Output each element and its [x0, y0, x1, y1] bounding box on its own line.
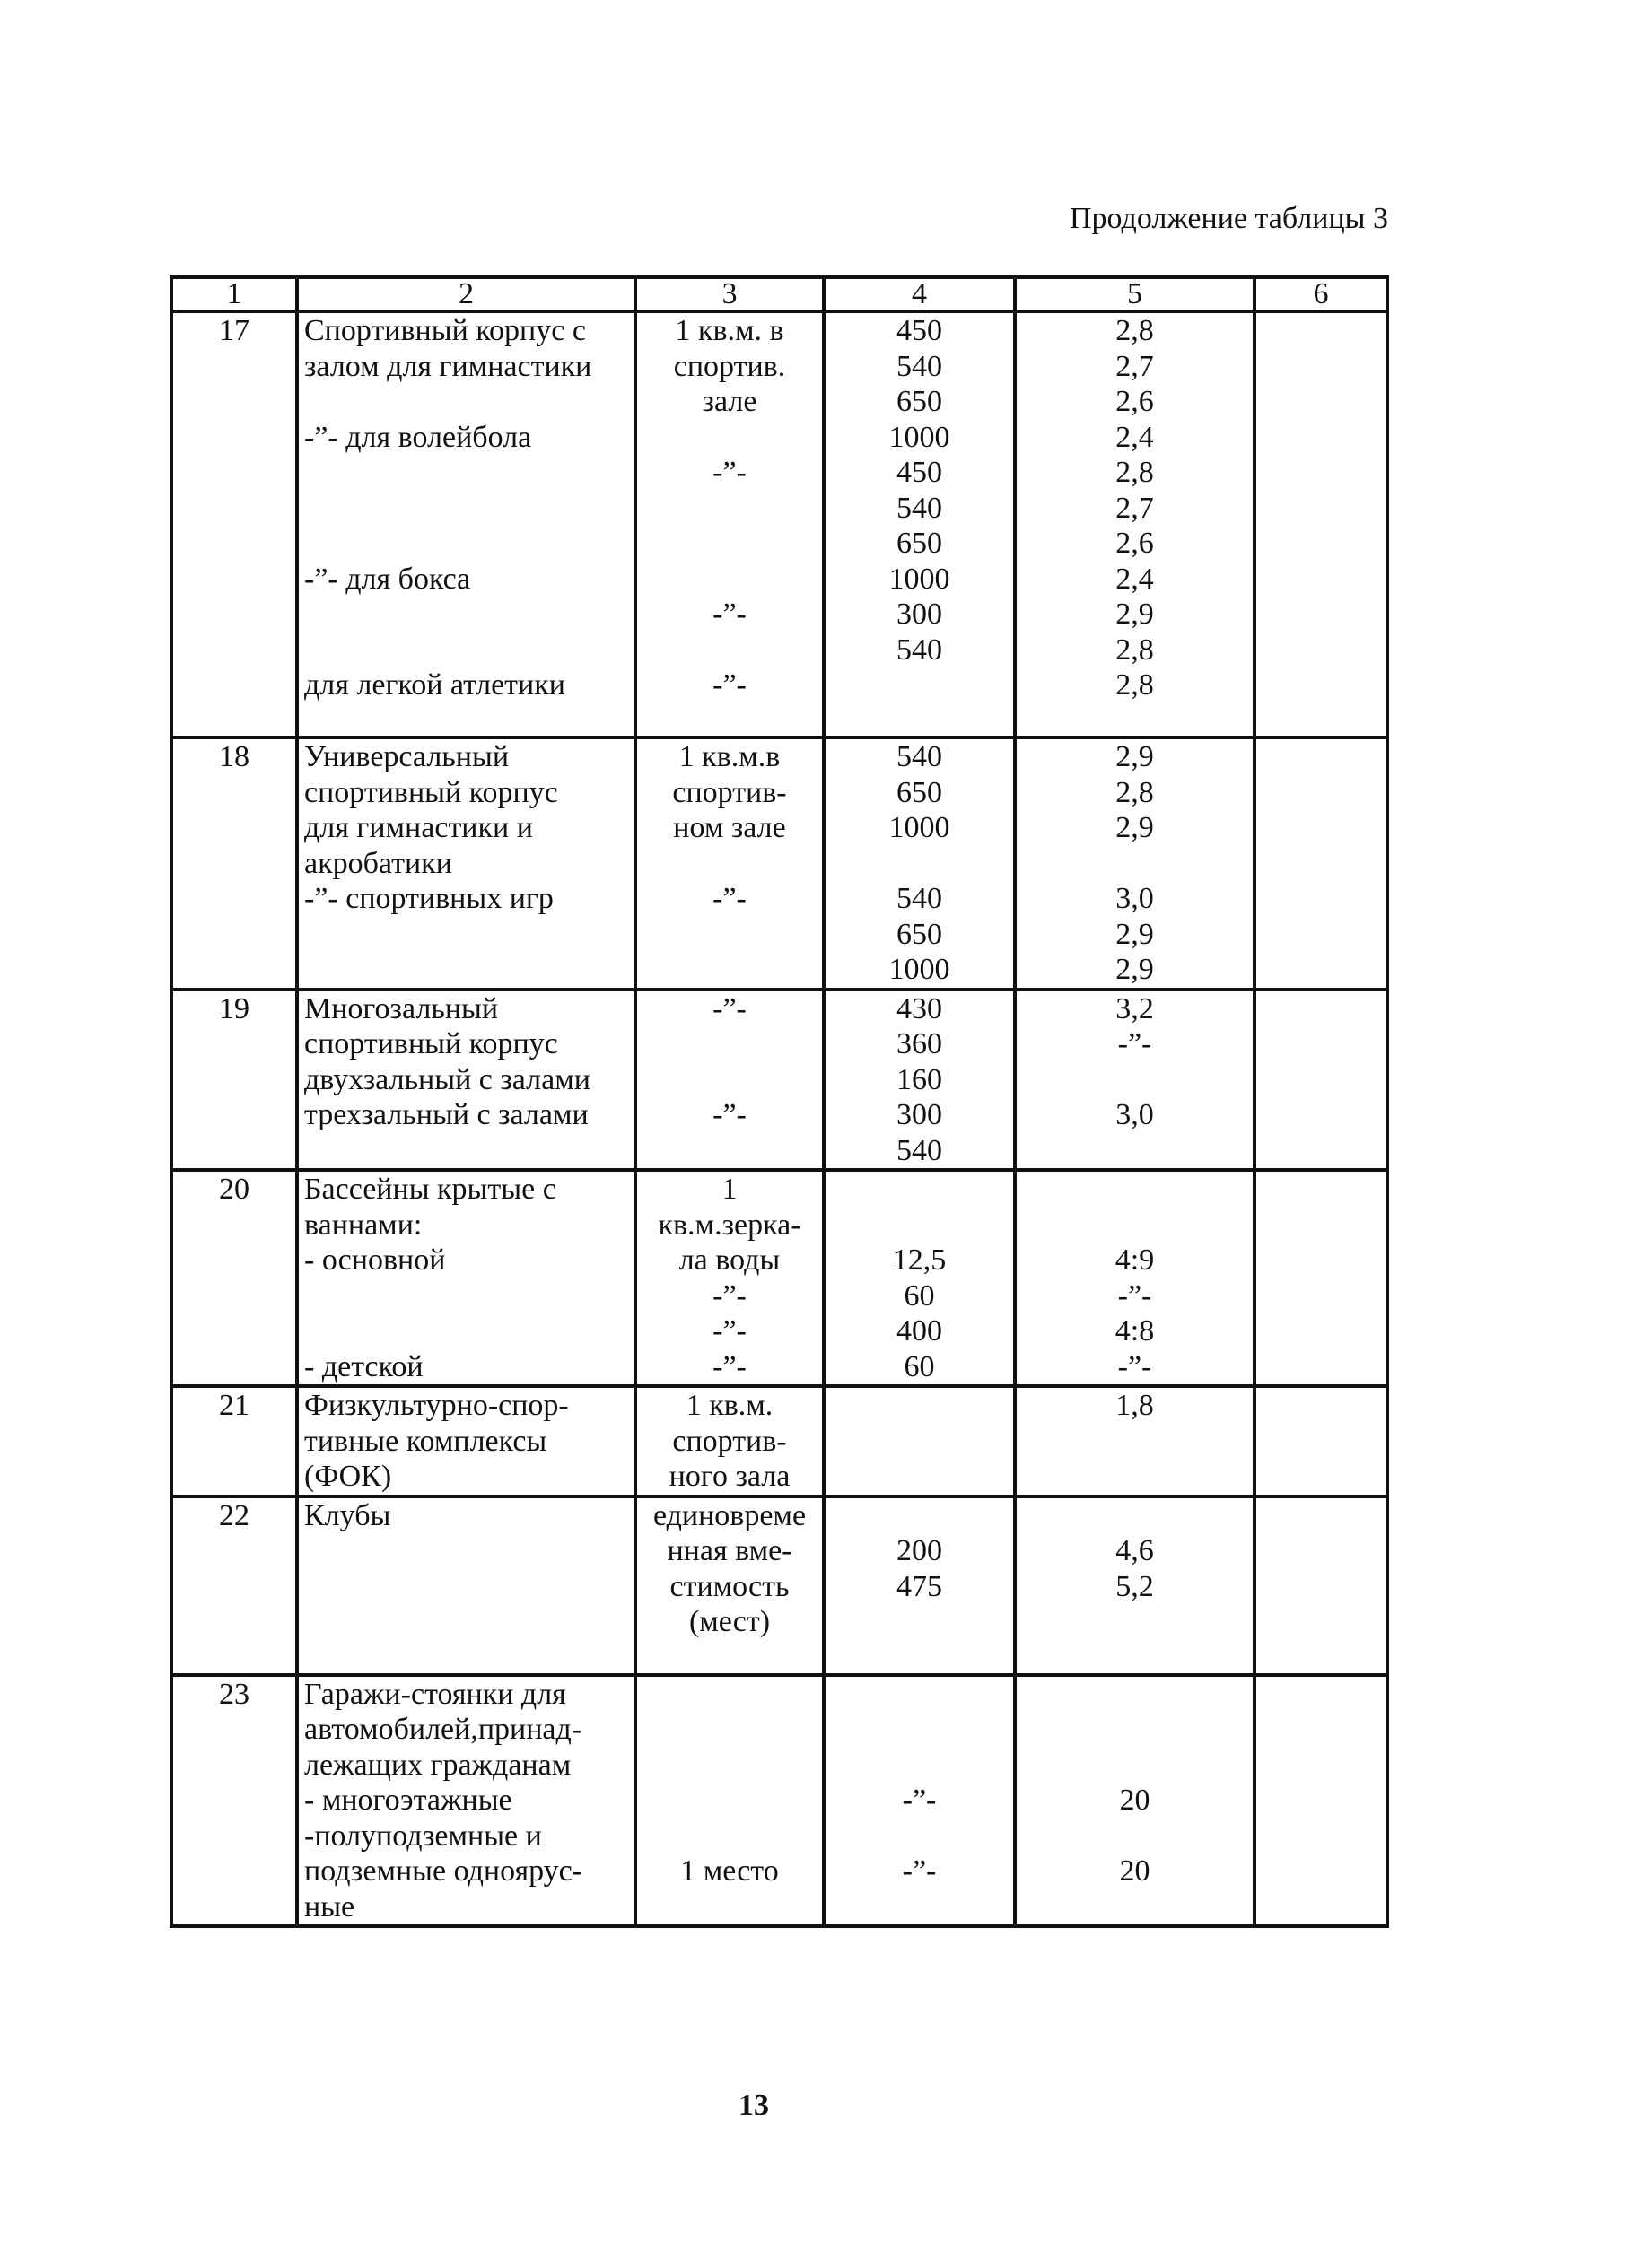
note-cell: [1254, 1170, 1387, 1386]
unit-cell: 1 кв.м. в спортив. зале -”- -”- -”-: [635, 311, 824, 737]
unit-cell: 1 кв.м. спортив- ного зала: [635, 1386, 824, 1496]
table-row: [171, 311, 1387, 737]
column-header: 3: [635, 277, 824, 311]
unit-cell: 1 кв.м.в спортив- ном зале -”-: [635, 737, 824, 990]
row-number-cell: 18: [171, 737, 297, 990]
unit-cell: -”- -”-: [635, 990, 824, 1171]
value-cell: 1,8: [1015, 1386, 1254, 1496]
row-number-cell: 22: [171, 1496, 297, 1675]
table-row: [171, 1170, 1387, 1386]
column-header: 4: [824, 277, 1015, 311]
capacity-cell: 430 360 160 300 540: [824, 990, 1015, 1171]
name-cell: Спортивный корпус с залом для гимнастики -”- для волейбола -”- для бокса для легкой атлетики: [297, 311, 635, 737]
note-cell: [1254, 1675, 1387, 1927]
name-cell: Гаражи-стоянки для автомобилей,принад- лежащих гражданам - многоэтажные -полуподземные и подземные одноярус- ные: [297, 1675, 635, 1927]
note-cell: [1254, 1386, 1387, 1496]
column-header: 5: [1015, 277, 1254, 311]
table-caption: Продолжение таблицы 3: [1069, 202, 1388, 235]
note-cell: [1254, 1496, 1387, 1675]
table-row: [171, 1496, 1387, 1675]
column-header: 1: [171, 277, 297, 311]
value-cell: 3,2 -”- 3,0: [1015, 990, 1254, 1171]
table-row: [171, 737, 1387, 990]
note-cell: [1254, 737, 1387, 990]
capacity-cell: 200 475: [824, 1496, 1015, 1675]
data-table: [170, 275, 1389, 1928]
table-row: [171, 1386, 1387, 1496]
row-number-cell: 19: [171, 990, 297, 1171]
name-cell: Клубы: [297, 1496, 635, 1675]
capacity-cell: [824, 1386, 1015, 1496]
unit-cell: единовреме нная вме- стимость (мест): [635, 1496, 824, 1675]
row-number-cell: 20: [171, 1170, 297, 1386]
note-cell: [1254, 990, 1387, 1171]
row-number-cell: 17: [171, 311, 297, 737]
value-cell: 2,9 2,8 2,9 3,0 2,9 2,9: [1015, 737, 1254, 990]
value-cell: 2,8 2,7 2,6 2,4 2,8 2,7 2,6 2,4 2,9 2,8 2,8: [1015, 311, 1254, 737]
value-cell: 4,6 5,2: [1015, 1496, 1254, 1675]
value-cell: 20 20: [1015, 1675, 1254, 1927]
name-cell: Бассейны крытые с ваннами: - основной - детской: [297, 1170, 635, 1386]
header-row: [171, 277, 1387, 311]
value-cell: 4:9 -”- 4:8 -”-: [1015, 1170, 1254, 1386]
capacity-cell: 540 650 1000 540 650 1000: [824, 737, 1015, 990]
column-header: 6: [1254, 277, 1387, 311]
row-number-cell: 23: [171, 1675, 297, 1927]
table-row: [171, 990, 1387, 1171]
capacity-cell: 450 540 650 1000 450 540 650 1000 300 540: [824, 311, 1015, 737]
note-cell: [1254, 311, 1387, 737]
unit-cell: 1 кв.м.зерка- ла воды -”- -”- -”-: [635, 1170, 824, 1386]
name-cell: Универсальный спортивный корпус для гимнастики и акробатики -”- спортивных игр: [297, 737, 635, 990]
name-cell: Многозальный спортивный корпус двухзальный с залами трехзальный с залами: [297, 990, 635, 1171]
capacity-cell: -”- -”-: [824, 1675, 1015, 1927]
column-header: 2: [297, 277, 635, 311]
row-number-cell: 21: [171, 1386, 297, 1496]
unit-cell: 1 место: [635, 1675, 824, 1927]
capacity-cell: 12,5 60 400 60: [824, 1170, 1015, 1386]
table-row: [171, 1675, 1387, 1927]
name-cell: Физкультурно-спор- тивные комплексы (ФОК): [297, 1386, 635, 1496]
page-number: 13: [739, 2089, 769, 2122]
